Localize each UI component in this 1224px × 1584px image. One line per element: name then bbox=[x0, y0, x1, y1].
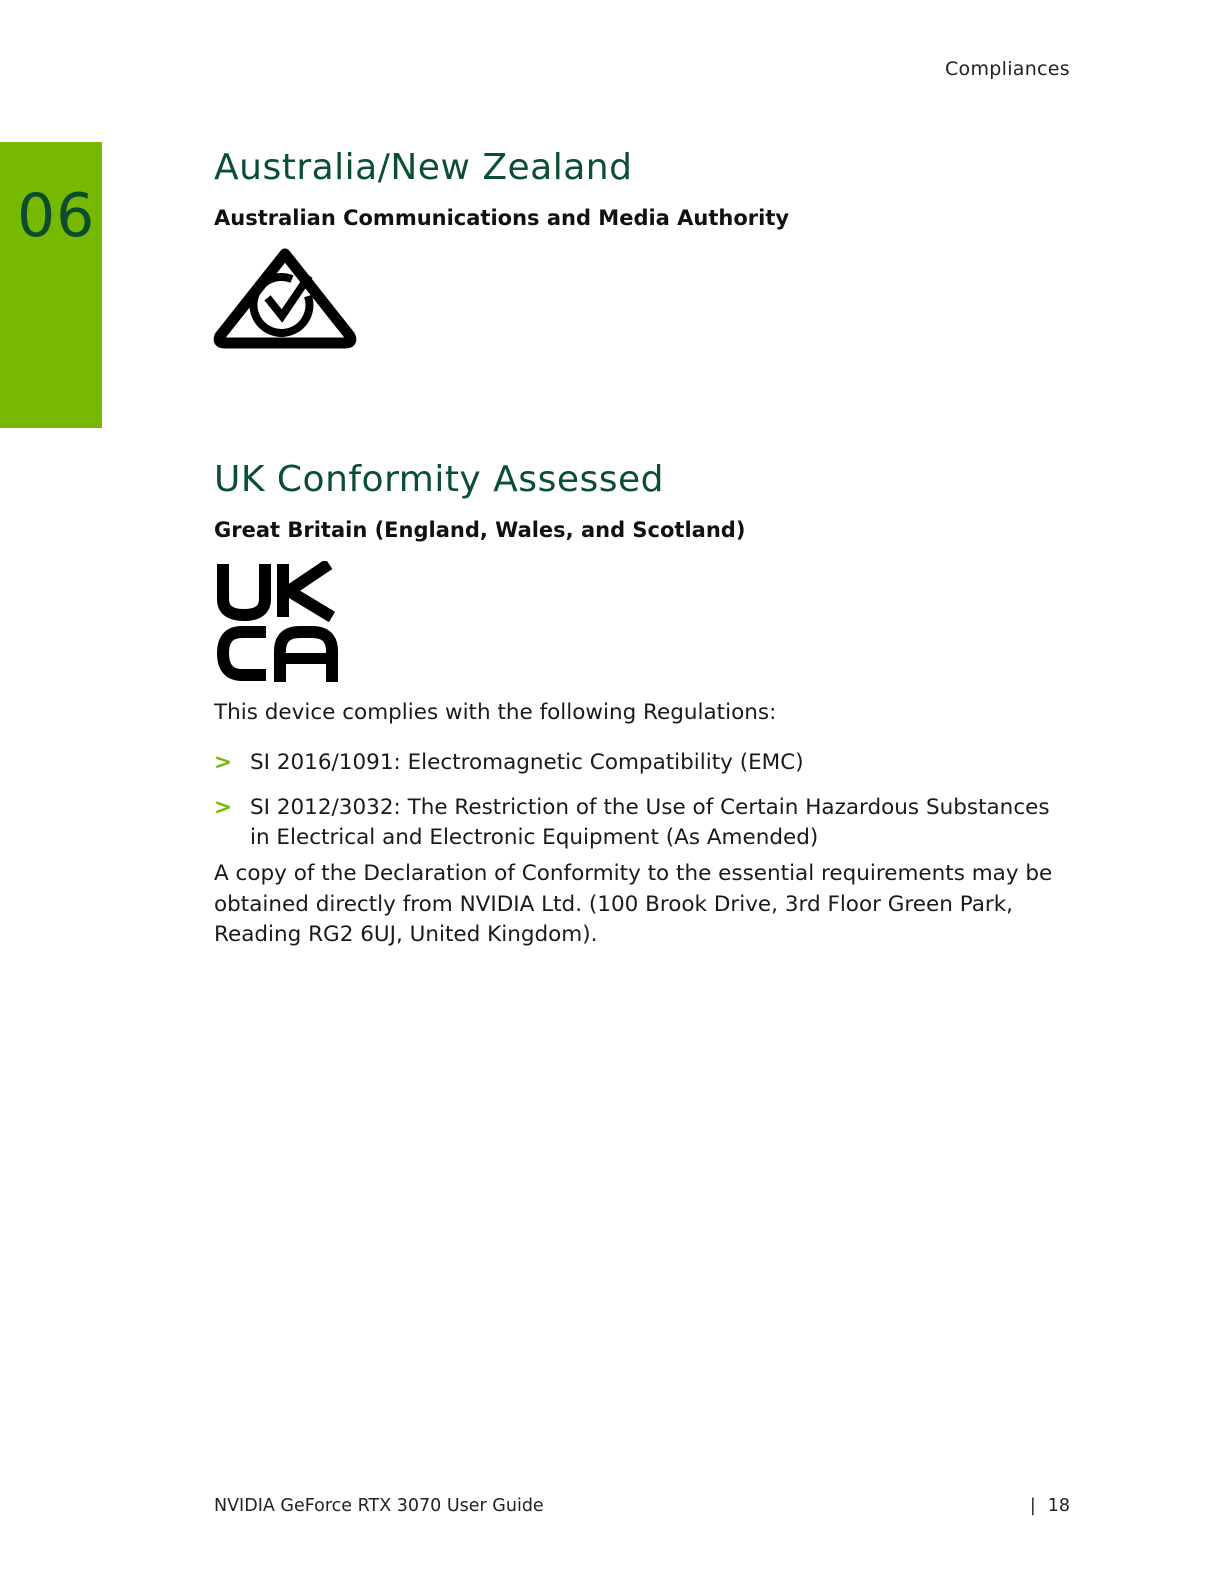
footer-page-number bbox=[1030, 1496, 1070, 1516]
declaration-paragraph: A copy of the Declaration of Conformity to the essential requirements may be obtained directly from NVIDIA Ltd. (100 Brook Drive, 3rd Floor Green Park, Reading RG2 6UJ, United Kingdom). bbox=[214, 861, 1053, 947]
subheading-acma: Australian Communications and Media Authority bbox=[214, 206, 790, 230]
regulations-intro: This device complies with the following Regulations: bbox=[214, 700, 777, 725]
list-item bbox=[214, 793, 1074, 854]
regulations-list bbox=[214, 748, 1074, 868]
subheading-great-britain: Great Britain (England, Wales, and Scotland) bbox=[214, 518, 746, 542]
chapter-number: 06 bbox=[17, 181, 96, 251]
running-header: Compliances bbox=[944, 58, 1070, 80]
section-title-uk: UK Conformity Assessed bbox=[214, 459, 664, 500]
ukca-mark-icon bbox=[216, 561, 340, 685]
list-item bbox=[214, 748, 1074, 779]
section-title-anz: Australia/New Zealand bbox=[214, 147, 633, 188]
footer-separator: | bbox=[1029, 1496, 1036, 1516]
bullet-arrow-icon: > bbox=[214, 794, 233, 820]
regulation-text: SI 2016/1091: Electromagnetic Compatibility (EMC) bbox=[250, 750, 804, 775]
rcm-compliance-mark-icon bbox=[212, 244, 358, 352]
regulation-text: SI 2012/3032: The Restriction of the Use of Certain Hazardous Substances in Electrical and Electronic Equipment (As Amended) bbox=[250, 794, 1050, 850]
page-number: 18 bbox=[1047, 1496, 1070, 1516]
footer-document-title: NVIDIA GeForce RTX 3070 User Guide bbox=[214, 1496, 544, 1516]
bullet-arrow-icon: > bbox=[214, 750, 233, 775]
